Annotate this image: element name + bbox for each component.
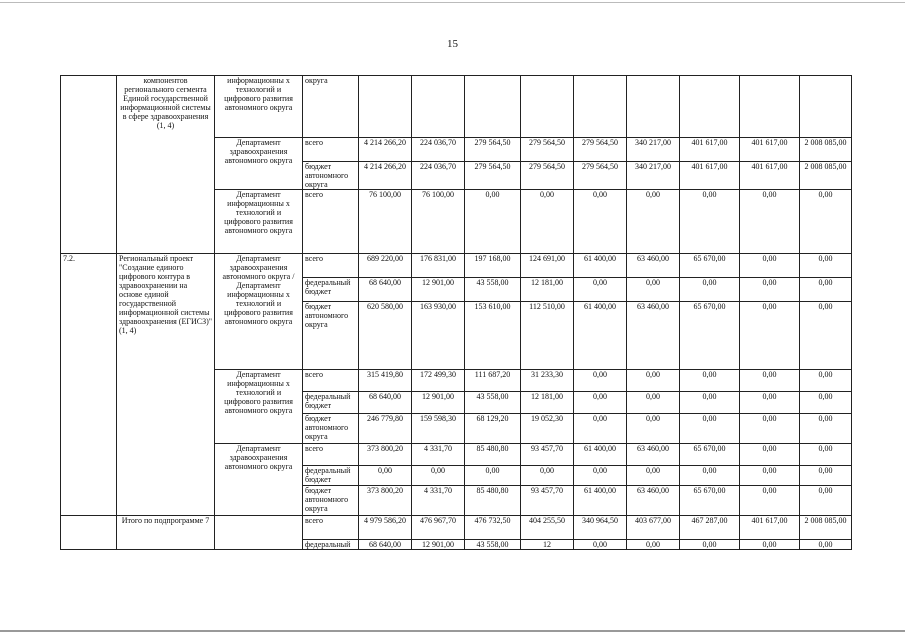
table-cell: 0,00 (740, 486, 800, 516)
table-cell: 279 564,50 (465, 138, 521, 162)
table-cell: 12 181,00 (521, 278, 574, 302)
table-cell: всего (303, 138, 359, 162)
table-cell: 0,00 (740, 444, 800, 466)
table-cell: 0,00 (574, 278, 627, 302)
table-cell: 63 460,00 (627, 486, 680, 516)
table-cell: 0,00 (412, 466, 465, 486)
table-cell: 163 930,00 (412, 302, 465, 370)
table-cell: 0,00 (800, 466, 852, 486)
table-cell: 0,00 (800, 370, 852, 392)
table-cell: бюджет автономного округа (303, 302, 359, 370)
table-cell: 4 331,70 (412, 486, 465, 516)
table-cell: 404 255,50 (521, 516, 574, 540)
table-cell: 85 480,80 (465, 444, 521, 466)
table-cell: 401 617,00 (680, 162, 740, 190)
table-cell: 65 670,00 (680, 486, 740, 516)
table-cell: 476 732,50 (465, 516, 521, 540)
table-cell: 2 008 085,00 (800, 162, 852, 190)
table-cell: 279 564,50 (521, 162, 574, 190)
table-cell: 61 400,00 (574, 486, 627, 516)
table-cell: 0,00 (680, 414, 740, 444)
table-cell: 0,00 (574, 414, 627, 444)
table-cell: 467 287,00 (680, 516, 740, 540)
table-cell: 76 100,00 (359, 190, 412, 254)
table-cell: 0,00 (465, 190, 521, 254)
table-cell: бюджет автономного округа (303, 162, 359, 190)
table-cell: 373 800,20 (359, 486, 412, 516)
table-cell: 68 129,20 (465, 414, 521, 444)
table-cell: 4 979 586,20 (359, 516, 412, 540)
table-cell: 176 831,00 (412, 254, 465, 278)
table-cell: 76 100,00 (412, 190, 465, 254)
table-cell: всего (303, 370, 359, 392)
table-row (61, 254, 852, 278)
table-cell: 65 670,00 (680, 444, 740, 466)
table-cell: 85 480,80 (465, 486, 521, 516)
table-cell: 68 640,00 (359, 392, 412, 414)
table-cell (61, 516, 117, 550)
table-cell: 159 598,30 (412, 414, 465, 444)
table-cell: 61 400,00 (574, 302, 627, 370)
table-cell: 401 617,00 (680, 138, 740, 162)
table-cell: 0,00 (521, 190, 574, 254)
table-cell: бюджет автономного округа (303, 414, 359, 444)
table-cell: 0,00 (740, 414, 800, 444)
table-cell: федеральный бюджет (303, 466, 359, 486)
table-cell: 4 214 266,20 (359, 138, 412, 162)
table-cell: 12 181,00 (521, 392, 574, 414)
table-cell: 0,00 (465, 466, 521, 486)
table-cell: информационны х технологий и цифрового развития автономного округа (215, 76, 303, 138)
table-cell: 279 564,50 (574, 138, 627, 162)
table-cell (412, 76, 465, 138)
table-cell: 0,00 (627, 540, 680, 550)
table-cell: 0,00 (740, 540, 800, 550)
table-cell: 12 901,00 (412, 278, 465, 302)
table-cell (215, 516, 303, 550)
table-cell: 31 233,30 (521, 370, 574, 392)
table-cell: 315 419,80 (359, 370, 412, 392)
table-cell: 340 217,00 (627, 162, 680, 190)
table-cell: 124 691,00 (521, 254, 574, 278)
table-cell: 153 610,00 (465, 302, 521, 370)
table-cell: 68 640,00 (359, 540, 412, 550)
table-cell: 0,00 (800, 444, 852, 466)
table-cell (61, 76, 117, 254)
table-cell: всего (303, 444, 359, 466)
table-cell: 4 214 266,20 (359, 162, 412, 190)
table-cell: 340 217,00 (627, 138, 680, 162)
table-cell: 0,00 (680, 370, 740, 392)
table-cell: 2 008 085,00 (800, 138, 852, 162)
table-cell: 0,00 (740, 466, 800, 486)
table-cell: 0,00 (627, 370, 680, 392)
table-cell (800, 76, 852, 138)
table-cell: 401 617,00 (740, 138, 800, 162)
table-cell: 12 901,00 (412, 392, 465, 414)
table-cell: Департамент информационны х технологий и цифрового развития автономного округа (215, 190, 303, 254)
table-cell (465, 76, 521, 138)
page-number: 15 (447, 38, 458, 50)
table-cell: 689 220,00 (359, 254, 412, 278)
table-cell: 0,00 (800, 414, 852, 444)
table-cell: 43 558,00 (465, 392, 521, 414)
table-cell: 0,00 (680, 540, 740, 550)
table-cell: 0,00 (800, 278, 852, 302)
table-cell: 61 400,00 (574, 444, 627, 466)
table-cell: 340 964,50 (574, 516, 627, 540)
table-row (61, 516, 852, 540)
table-cell: 0,00 (627, 190, 680, 254)
table-cell: всего (303, 254, 359, 278)
table-cell (574, 76, 627, 138)
table-cell: 620 580,00 (359, 302, 412, 370)
table-cell: 0,00 (740, 254, 800, 278)
table-cell: 4 331,70 (412, 444, 465, 466)
table-cell: 0,00 (740, 370, 800, 392)
table-cell: 65 670,00 (680, 302, 740, 370)
table-cell: 0,00 (574, 392, 627, 414)
table-cell: 19 052,30 (521, 414, 574, 444)
table-cell: 0,00 (740, 190, 800, 254)
table-cell: всего (303, 190, 359, 254)
table-cell: округа (303, 76, 359, 138)
scan-edge-top (0, 2, 905, 3)
table-cell: 63 460,00 (627, 254, 680, 278)
table-cell: 0,00 (740, 302, 800, 370)
table-cell: Итого по подпрограмме 7 (117, 516, 215, 550)
table-cell: 61 400,00 (574, 254, 627, 278)
table-cell: 112 510,00 (521, 302, 574, 370)
budget-table (60, 75, 852, 550)
table-cell: 0,00 (800, 254, 852, 278)
table-cell: 172 499,30 (412, 370, 465, 392)
table-cell: Департамент информационны х технологий и цифрового развития автономного округа (215, 370, 303, 444)
table-cell: всего (303, 516, 359, 540)
table-cell: 43 558,00 (465, 278, 521, 302)
table-cell: 0,00 (627, 466, 680, 486)
table-cell: компонентов регионального сегмента Единой государственной информационной системы в сфере здравоохранения (1, 4) (117, 76, 215, 254)
table-cell: 0,00 (574, 466, 627, 486)
table-cell: 279 564,50 (465, 162, 521, 190)
table-cell: 0,00 (800, 540, 852, 550)
table-cell: 0,00 (680, 190, 740, 254)
table-cell: 0,00 (740, 278, 800, 302)
table-cell: 93 457,70 (521, 444, 574, 466)
table-cell: 0,00 (627, 278, 680, 302)
table-cell: 2 008 085,00 (800, 516, 852, 540)
table-cell: федеральный бюджет (303, 392, 359, 414)
table-cell: 0,00 (680, 466, 740, 486)
table-cell: 12 (521, 540, 574, 550)
table-cell: 0,00 (800, 392, 852, 414)
table-cell: федеральный (303, 540, 359, 550)
table-cell: 0,00 (521, 466, 574, 486)
table-cell: 197 168,00 (465, 254, 521, 278)
table-cell: 401 617,00 (740, 516, 800, 540)
table-cell: 65 670,00 (680, 254, 740, 278)
table-cell: 0,00 (680, 392, 740, 414)
table-cell: Департамент здравоохранения автономного округа (215, 444, 303, 516)
table-cell: 0,00 (627, 414, 680, 444)
scan-edge-bottom (0, 630, 905, 632)
table-cell: 476 967,70 (412, 516, 465, 540)
table-cell: 7.2. (61, 254, 117, 516)
table-cell: 279 564,50 (521, 138, 574, 162)
table-cell (740, 76, 800, 138)
table-row (61, 76, 852, 138)
table-cell: 12 901,00 (412, 540, 465, 550)
table-cell: 63 460,00 (627, 444, 680, 466)
table-cell: 224 036,70 (412, 138, 465, 162)
table-cell (627, 76, 680, 138)
table-cell (680, 76, 740, 138)
table-cell: 0,00 (359, 466, 412, 486)
table-cell: 111 687,20 (465, 370, 521, 392)
table-cell: федеральный бюджет (303, 278, 359, 302)
table-cell: 224 036,70 (412, 162, 465, 190)
table-cell: 0,00 (574, 540, 627, 550)
table-cell: 279 564,50 (574, 162, 627, 190)
table-cell: 63 460,00 (627, 302, 680, 370)
table-cell: 0,00 (740, 392, 800, 414)
table-cell: Департамент здравоохранения автономного округа (215, 138, 303, 190)
table-cell: Департамент здравоохранения автономного округа /Департамент информационны х технологий и цифрового развития автономного округа (215, 254, 303, 370)
table-cell: 68 640,00 (359, 278, 412, 302)
table-cell: 0,00 (574, 370, 627, 392)
table-cell: 0,00 (680, 278, 740, 302)
table-cell: 246 779,80 (359, 414, 412, 444)
table-cell: 0,00 (627, 392, 680, 414)
table-cell: 0,00 (574, 190, 627, 254)
table-cell: 0,00 (800, 190, 852, 254)
table-cell: 43 558,00 (465, 540, 521, 550)
table-cell: 403 677,00 (627, 516, 680, 540)
table-cell: 0,00 (800, 302, 852, 370)
table-cell: 93 457,70 (521, 486, 574, 516)
table-cell: 373 800,20 (359, 444, 412, 466)
table-cell (359, 76, 412, 138)
table-cell (521, 76, 574, 138)
table-cell: бюджет автономного округа (303, 486, 359, 516)
table-cell: Региональный проект "Создание единого цифрового контура в здравоохранении на основе единой государственной информационной системы здравоохранения (ЕГИСЗ)" (1, 4) (117, 254, 215, 516)
table-cell: 401 617,00 (740, 162, 800, 190)
table-cell: 0,00 (800, 486, 852, 516)
